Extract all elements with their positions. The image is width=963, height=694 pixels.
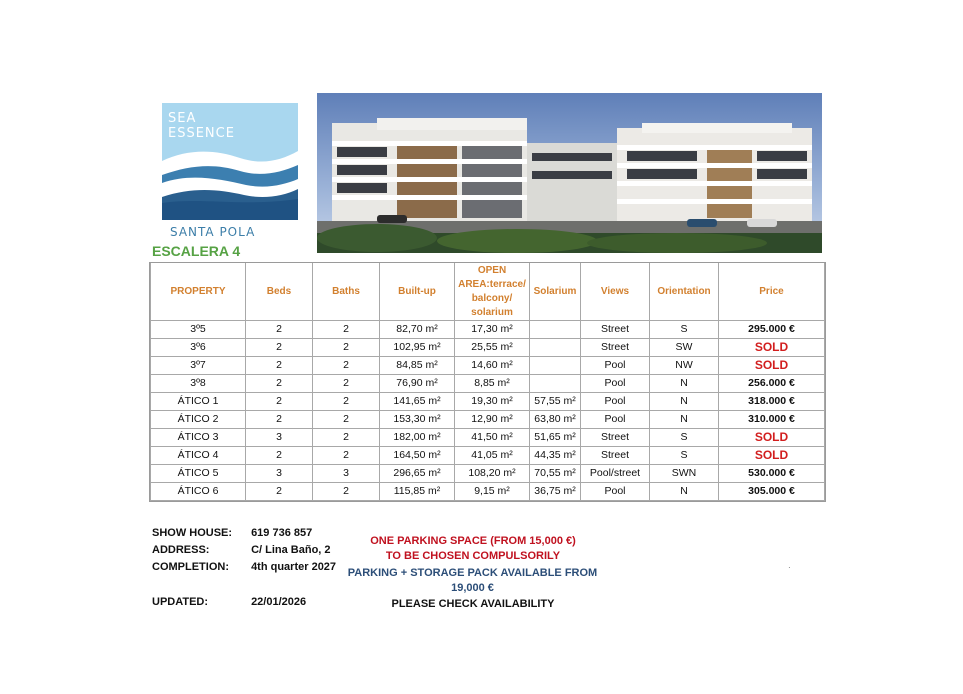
cell-solarium: 57,55 m² [530,393,581,411]
cell-views: Street [581,447,650,465]
cell-views: Pool [581,357,650,375]
cell-price: SOLD [719,357,825,375]
cell-builtup: 141,65 m² [380,393,455,411]
cell-orientation: S [650,447,719,465]
header-open-area-line3: balcony/ [471,292,513,304]
stray-mark: · [788,563,791,572]
cell-views: Street [581,321,650,339]
header-baths: Baths [313,263,380,321]
cell-price: 295.000 € [719,321,825,339]
cell-price: 256.000 € [719,375,825,393]
table-row [150,357,825,375]
cell-beds: 2 [246,411,313,429]
cell-builtup: 182,00 m² [380,429,455,447]
cell-open: 19,30 m² [455,393,530,411]
table-header-row [150,263,825,321]
updated-label: UPDATED: [152,596,209,608]
parking-notice-line2: TO BE CHOSEN COMPULSORILY [385,550,561,562]
cell-solarium: 36,75 m² [530,483,581,501]
cell-solarium [530,339,581,357]
cell-orientation: SWN [650,465,719,483]
cell-price: SOLD [719,447,825,465]
cell-orientation: N [650,393,719,411]
cell-open: 12,90 m² [455,411,530,429]
header-solarium: Solarium [530,263,581,321]
address-value: C/ Lina Baño, 2 [251,544,331,556]
cell-beds: 2 [246,321,313,339]
cell-views: Pool [581,483,650,501]
pack-notice-line1: PARKING + STORAGE PACK AVAILABLE FROM [347,567,598,579]
cell-price: 530.000 € [719,465,825,483]
cell-open: 8,85 m² [455,375,530,393]
cell-baths: 2 [313,321,380,339]
completion-value: 4th quarter 2027 [251,561,337,573]
cell-open: 41,05 m² [455,447,530,465]
cell-builtup: 296,65 m² [380,465,455,483]
cell-price: SOLD [719,339,825,357]
cell-price: 318.000 € [719,393,825,411]
header-price: Price [719,263,825,321]
table-row [150,447,825,465]
updated-value: 22/01/2026 [251,596,307,608]
cell-property: 3º7 [150,357,246,375]
cell-views: Pool [581,375,650,393]
header-open-area-line1: OPEN [477,264,507,276]
cell-price: SOLD [719,429,825,447]
property-table [149,262,826,502]
cell-open: 25,55 m² [455,339,530,357]
table-row [150,339,825,357]
table-row [150,321,825,339]
cell-open: 108,20 m² [455,465,530,483]
cell-baths: 2 [313,483,380,501]
cell-builtup: 102,95 m² [380,339,455,357]
cell-beds: 2 [246,375,313,393]
cell-property: ÁTICO 1 [150,393,246,411]
cell-open: 14,60 m² [455,357,530,375]
cell-builtup: 82,70 m² [380,321,455,339]
address-line [152,544,331,556]
cell-builtup: 164,50 m² [380,447,455,465]
cell-baths: 2 [313,447,380,465]
address-label: ADDRESS: [152,544,210,556]
header-builtup: Built-up [380,263,455,321]
cell-baths: 3 [313,465,380,483]
cell-views: Pool [581,393,650,411]
cell-property: ÁTICO 2 [150,411,246,429]
cell-property: 3º5 [150,321,246,339]
show-house-label: SHOW HOUSE: [152,527,233,539]
cell-property: ÁTICO 5 [150,465,246,483]
building-render-image [317,93,822,253]
cell-views: Street [581,339,650,357]
section-title: ESCALERA 4 [152,243,241,259]
cell-solarium: 63,80 m² [530,411,581,429]
cell-beds: 2 [246,393,313,411]
sea-essence-logo [162,103,298,220]
completion-line [152,561,336,573]
header-open-area-line4: solarium [471,306,513,318]
cell-baths: 2 [313,375,380,393]
completion-label: COMPLETION: [152,561,229,573]
cell-baths: 2 [313,411,380,429]
show-house-line [152,527,312,539]
cell-baths: 2 [313,357,380,375]
cell-orientation: N [650,483,719,501]
cell-views: Street [581,429,650,447]
cell-builtup: 115,85 m² [380,483,455,501]
header-property: PROPERTY [150,263,246,321]
cell-open: 9,15 m² [455,483,530,501]
cell-builtup: 76,90 m² [380,375,455,393]
cell-builtup: 84,85 m² [380,357,455,375]
cell-property: ÁTICO 3 [150,429,246,447]
cell-beds: 2 [246,357,313,375]
cell-orientation: NW [650,357,719,375]
cell-open: 17,30 m² [455,321,530,339]
cell-solarium [530,321,581,339]
updated-line [152,596,306,608]
cell-beds: 2 [246,483,313,501]
table-row [150,429,825,447]
cell-beds: 2 [246,447,313,465]
cell-orientation: N [650,375,719,393]
cell-beds: 3 [246,429,313,447]
cell-orientation: SW [650,339,719,357]
cell-orientation: S [650,321,719,339]
cell-solarium: 70,55 m² [530,465,581,483]
cell-baths: 2 [313,393,380,411]
cell-price: 305.000 € [719,483,825,501]
cell-solarium [530,375,581,393]
pack-notice-line2: 19,000 € [451,582,494,594]
logo-line-sea: SEA [168,111,197,126]
cell-builtup: 153,30 m² [380,411,455,429]
parking-notice-line1: ONE PARKING SPACE (FROM 15,000 €) [370,535,576,547]
cell-price: 310.000 € [719,411,825,429]
cell-property: 3º6 [150,339,246,357]
table-row [150,411,825,429]
cell-property: ÁTICO 4 [150,447,246,465]
header-beds: Beds [246,263,313,321]
header-open-area [455,263,530,321]
cell-beds: 2 [246,339,313,357]
logo-line-essence: ESSENCE [168,126,235,141]
cell-orientation: S [650,429,719,447]
table-row [150,483,825,501]
availability-notice: PLEASE CHECK AVAILABILITY [391,598,555,610]
table-row [150,375,825,393]
cell-orientation: N [650,411,719,429]
cell-solarium [530,357,581,375]
table-row [150,393,825,411]
cell-property: ÁTICO 6 [150,483,246,501]
show-house-phone: 619 736 857 [251,527,313,539]
cell-views: Pool [581,411,650,429]
cell-baths: 2 [313,429,380,447]
cell-beds: 3 [246,465,313,483]
cell-solarium: 44,35 m² [530,447,581,465]
cell-views: Pool/street [581,465,650,483]
cell-solarium: 51,65 m² [530,429,581,447]
logo-location: SANTA POLA [170,225,256,239]
header-open-area-line2: AREA:terrace/ [458,278,526,290]
table-row [150,465,825,483]
cell-property: 3º8 [150,375,246,393]
header-orientation: Orientation [650,263,719,321]
header-views: Views [581,263,650,321]
cell-baths: 2 [313,339,380,357]
cell-open: 41,50 m² [455,429,530,447]
